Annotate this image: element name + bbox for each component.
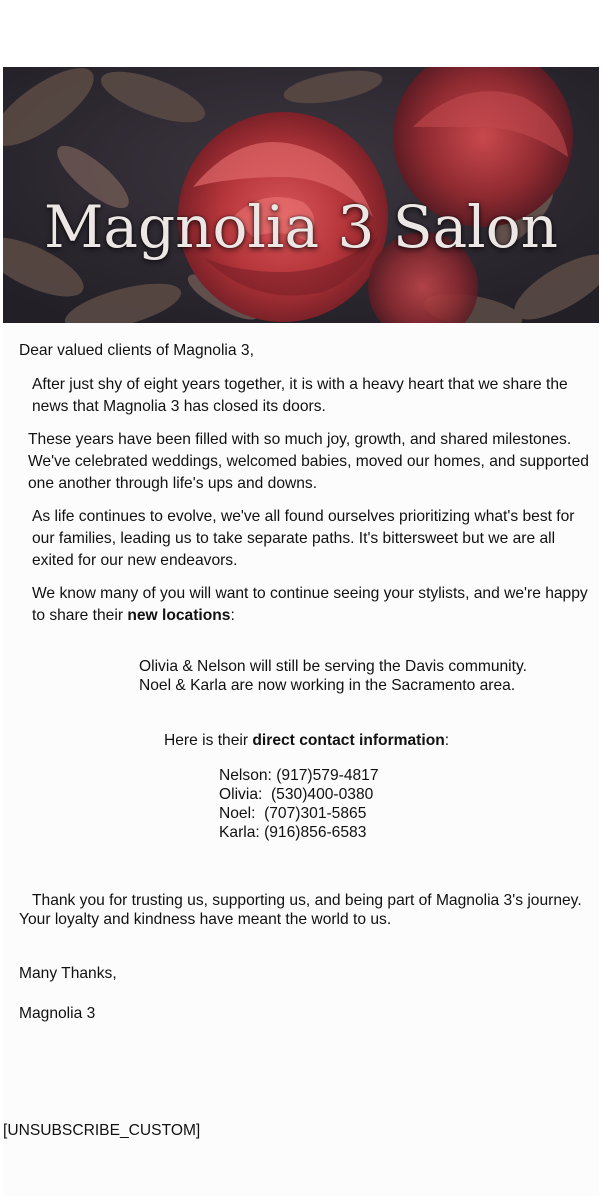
paragraph-separate-paths: As life continues to evolve, we've all found ourselves prioritizing what's best for our families, leading us to take separate paths. It's bittersweet but we are all exited for our new endeavors. (32, 508, 575, 569)
contact-intro-tail: : (444, 732, 450, 749)
header-banner (3, 67, 599, 323)
unsubscribe-link[interactable]: [UNSUBSCRIBE_CUSTOM] (3, 1122, 201, 1139)
contact-olivia: Olivia: (530)400-0380 (219, 786, 374, 803)
contact-intro (164, 731, 449, 750)
greeting: Dear valued clients of Magnolia 3, (19, 342, 254, 359)
letter-body (19, 340, 589, 638)
location-davis: Olivia & Nelson will still be serving the Davis community. (139, 658, 527, 675)
new-locations-lead: We know many of you will want to continue seeing your stylists, and we're happy to share their (32, 585, 588, 624)
paragraph-memories: These years have been filled with so much joy, growth, and shared milestones. We've celebrated weddings, welcomed babies, moved our homes, and supported one another through life's ups and downs. (28, 431, 589, 492)
contact-intro-bold: direct contact information (252, 732, 445, 749)
contact-nelson: Nelson: (917)579-4817 (219, 767, 379, 784)
signoff: Many Thanks, (19, 965, 117, 982)
closing-paragraph (19, 891, 589, 929)
paragraph-closing-news: After just shy of eight years together, it is with a heavy heart that we share the news that Magnolia 3 has closed its doors. (32, 376, 568, 415)
contact-karla: Karla: (916)856-6583 (219, 824, 367, 841)
salon-name-title: Magnolia 3 Salon (44, 193, 558, 261)
new-locations-tail: : (230, 607, 235, 624)
locations-list (139, 657, 527, 695)
paragraph-new-locations (19, 583, 589, 627)
location-sacramento: Noel & Karla are now working in the Sacramento area. (139, 677, 516, 694)
contact-list (219, 766, 379, 842)
signature: Magnolia 3 (19, 1005, 96, 1022)
new-locations-bold: new locations (127, 607, 231, 624)
closing-text: Thank you for trusting us, supporting us, and being part of Magnolia 3's journey. Your loyalty and kindness have meant the world to us. (19, 892, 582, 928)
contact-noel: Noel: (707)301-5865 (219, 805, 367, 822)
contact-intro-lead: Here is their (164, 732, 253, 749)
